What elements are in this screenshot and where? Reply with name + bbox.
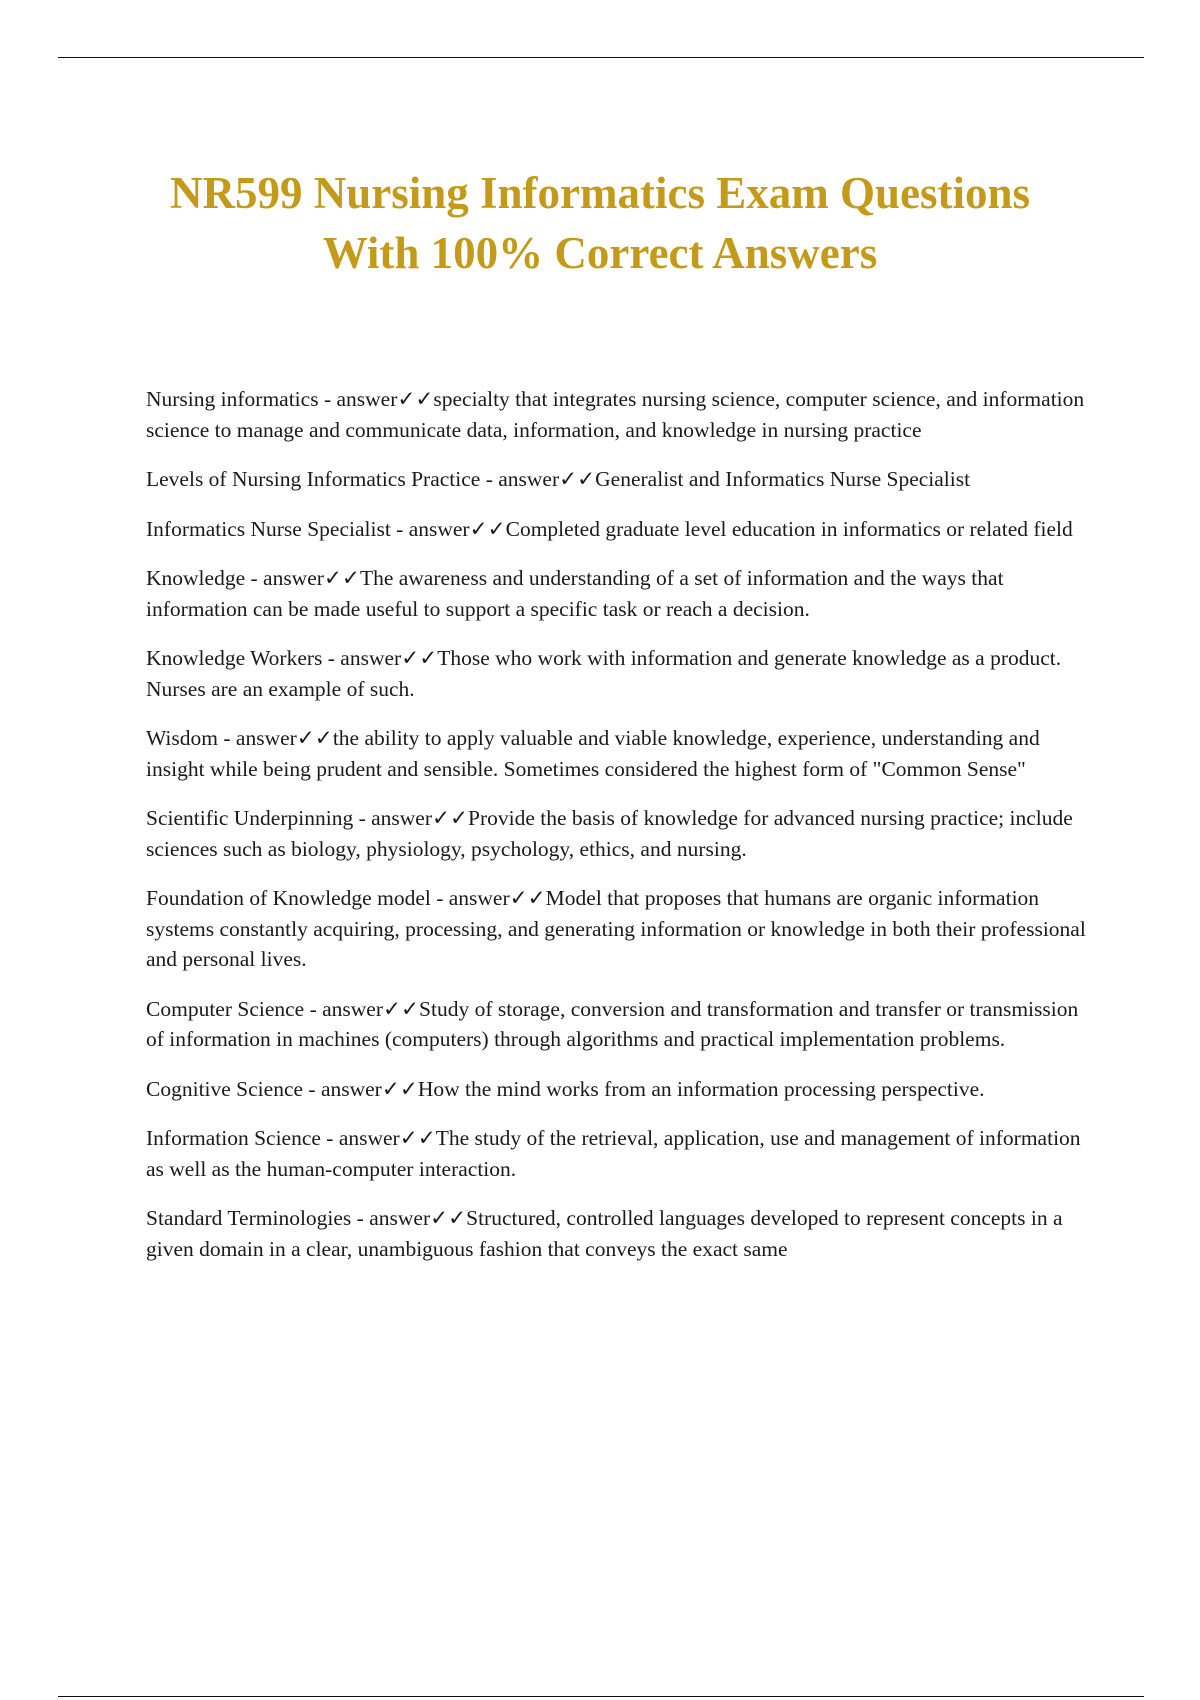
qa-entry-informatics-nurse-specialist: Informatics Nurse Specialist - answer✓✓Completed graduate level education in informatics or related field: [146, 516, 1073, 541]
qa-entry-wisdom: Wisdom - answer✓✓the ability to apply valuable and viable knowledge, experience, understanding and insight while being prudent and sensible. Sometimes considered the highest form of "Common Sense": [146, 726, 1040, 781]
page-title: [100, 163, 1100, 283]
title-line-1: NR599 Nursing Informatics Exam Questions: [169, 168, 1031, 218]
qa-entry-cognitive-science: Cognitive Science - answer✓✓How the mind works from an information processing perspective.: [146, 1076, 985, 1101]
qa-entry-scientific-underpinning: Scientific Underpinning - answer✓✓Provide the basis of knowledge for advanced nursing practice; include sciences such as biology, physiology, psychology, ethics, and nursing.: [146, 806, 1073, 861]
qa-entry-computer-science: Computer Science - answer✓✓Study of storage, conversion and transformation and transfer or transmission of information in machines (computers) through algorithms and practical implementation problems.: [146, 996, 1079, 1051]
qa-entry-levels-of-practice: Levels of Nursing Informatics Practice - answer✓✓Generalist and Informatics Nurse Specialist: [146, 467, 971, 491]
qa-entry-nursing-informatics: Nursing informatics - answer✓✓specialty that integrates nursing science, computer science, and information science to manage and communicate data, information, and knowledge in nursing practice: [146, 387, 1085, 442]
title-line-2: With 100% Correct Answers: [322, 228, 878, 278]
qa-entry-knowledge: Knowledge - answer✓✓The awareness and understanding of a set of information and the ways that information can be made useful to support a specific task or reach a decision.: [146, 566, 1004, 621]
top-divider: [58, 57, 1144, 58]
qa-entry-information-science: Information Science - answer✓✓The study of the retrieval, application, use and management of information as well as the human-computer interaction.: [146, 1126, 1081, 1181]
qa-entry-knowledge-workers: Knowledge Workers - answer✓✓Those who work with information and generate knowledge as a product. Nurses are an example of such.: [146, 646, 1062, 701]
bottom-divider: [58, 1696, 1144, 1697]
qa-list: [146, 384, 1096, 1283]
qa-entry-standard-terminologies: Standard Terminologies - answer✓✓Structured, controlled languages developed to represent concepts in a given domain in a clear, unambiguous fashion that conveys the exact same: [146, 1206, 1063, 1261]
qa-entry-foundation-of-knowledge: Foundation of Knowledge model - answer✓✓Model that proposes that humans are organic information systems constantly acquiring, processing, and generating information or knowledge in both their professional and personal lives.: [146, 886, 1086, 971]
